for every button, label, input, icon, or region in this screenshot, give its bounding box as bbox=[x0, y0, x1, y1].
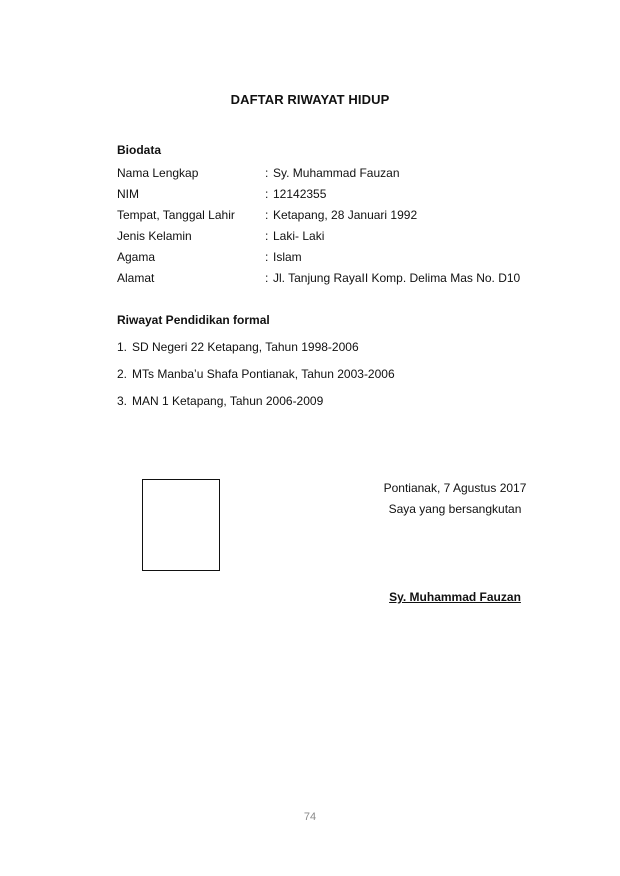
signature-place-date: Pontianak, 7 Agustus 2017 bbox=[383, 481, 527, 495]
education-item-number: 1. bbox=[117, 339, 128, 354]
biodata-value: Islam bbox=[273, 249, 302, 264]
biodata-label: Alamat bbox=[117, 270, 155, 285]
biodata-separator: : bbox=[265, 165, 269, 180]
education-item-number: 2. bbox=[117, 366, 128, 381]
biodata-separator: : bbox=[265, 228, 269, 243]
education-list bbox=[117, 333, 395, 414]
signature-name: Sy. Muhammad Fauzan bbox=[389, 590, 521, 604]
education-item-text: SD Negeri 22 Ketapang, Tahun 1998-2006 bbox=[132, 339, 359, 354]
biodata-separator: : bbox=[265, 186, 269, 201]
photo-placeholder bbox=[142, 479, 220, 571]
biodata-row-gender bbox=[117, 225, 520, 246]
biodata-value: Sy. Muhammad Fauzan bbox=[273, 165, 400, 180]
biodata-separator: : bbox=[265, 249, 269, 264]
education-heading: Riwayat Pendidikan formal bbox=[117, 313, 270, 327]
biodata-value: Ketapang, 28 Januari 1992 bbox=[273, 207, 418, 222]
biodata-separator: : bbox=[265, 207, 269, 222]
biodata-value: Jl. Tanjung RayaII Komp. Delima Mas No. D10 bbox=[273, 270, 521, 285]
signature-statement: Saya yang bersangkutan bbox=[388, 502, 522, 516]
biodata-row-name bbox=[117, 162, 520, 183]
biodata-label: Agama bbox=[117, 249, 156, 264]
education-item-text: MTs Manba’u Shafa Pontianak, Tahun 2003-2006 bbox=[132, 366, 395, 381]
page-number: 74 bbox=[303, 811, 317, 823]
education-item bbox=[117, 360, 395, 387]
education-item-text: MAN 1 Ketapang, Tahun 2006-2009 bbox=[132, 393, 324, 408]
biodata-label: Jenis Kelamin bbox=[117, 228, 192, 243]
education-item bbox=[117, 387, 395, 414]
biodata-heading: Biodata bbox=[117, 143, 162, 157]
biodata-label: Tempat, Tanggal Lahir bbox=[117, 207, 235, 222]
biodata-row-birth bbox=[117, 204, 520, 225]
biodata-table bbox=[117, 162, 520, 288]
biodata-row-religion bbox=[117, 246, 520, 267]
biodata-value: 12142355 bbox=[273, 186, 327, 201]
document-title: DAFTAR RIWAYAT HIDUP bbox=[230, 92, 390, 107]
biodata-row-address bbox=[117, 267, 520, 288]
education-item bbox=[117, 333, 395, 360]
biodata-value: Laki- Laki bbox=[273, 228, 325, 243]
biodata-row-nim bbox=[117, 183, 520, 204]
biodata-separator: : bbox=[265, 270, 269, 285]
biodata-label: NIM bbox=[117, 186, 139, 201]
biodata-label: Nama Lengkap bbox=[117, 165, 199, 180]
education-item-number: 3. bbox=[117, 393, 128, 408]
